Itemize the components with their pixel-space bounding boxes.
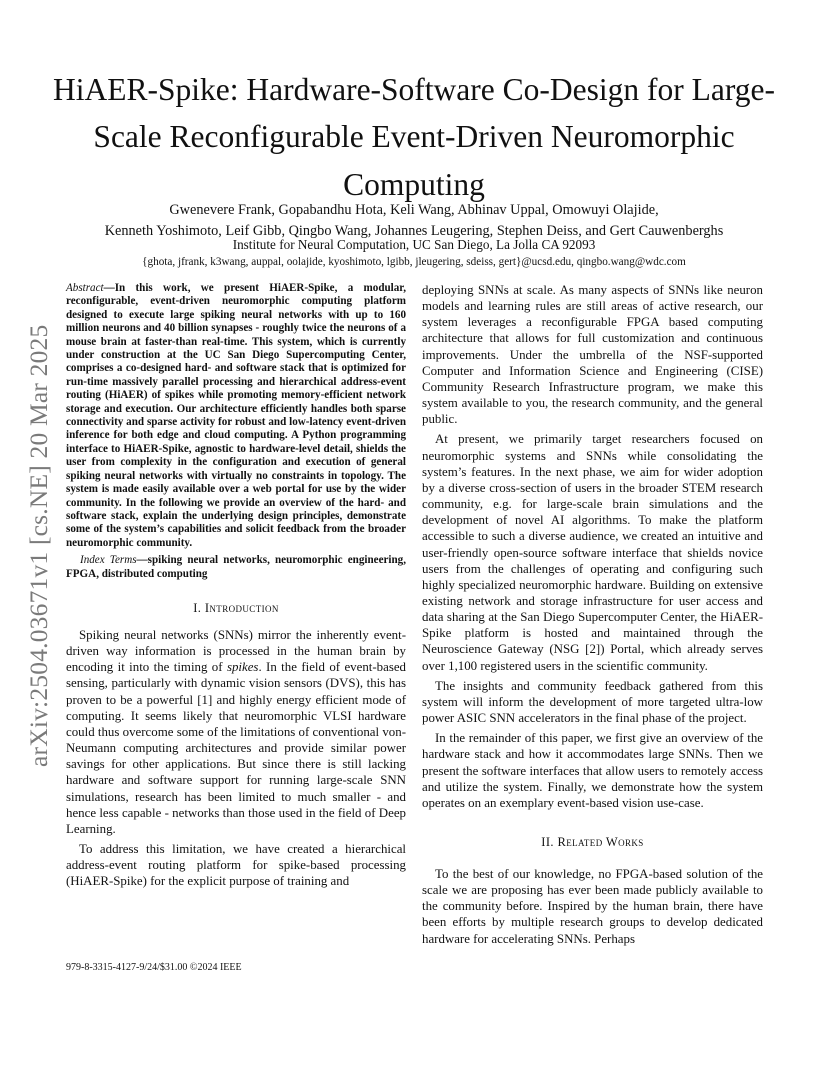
- intro-paragraph-5: In the remainder of this paper, we first give an overview of the hardware stack and how it accommodates large SNNs. Then we present the software interfaces that allow users to remotely access and utilize the system. Finally, we demonstrate how the system operates on an exemplary event-based vision use-case.: [422, 731, 763, 810]
- index-terms-lead: Index Terms: [80, 554, 137, 567]
- intro-paragraph-4: The insights and community feedback gathered from this system will inform the development of more targeted ultra-low power ASIC SNN accelerators in the final phase of the project.: [422, 678, 763, 726]
- section-heading-related-works: II. Related Works: [541, 835, 644, 849]
- author-line-1: Gwenevere Frank, Gopabandhu Hota, Keli Wang, Abhinav Uppal, Omowuyi Olajide,: [169, 202, 659, 218]
- author-emails: {ghota, jfrank, k3wang, auppal, oolajide, kyoshimoto, lgibb, jleugering, sdeiss, gert}@ucsd.edu, qingbo.wang@wdc.com: [142, 256, 686, 268]
- abstract-text: —In this work, we present HiAER-Spike, a modular, reconfigurable, event-driven neuromorphic computing platform designed to execute large spiking neural networks with up to 160 million neurons and 40 billion synapses - roughly twice the neurons of a mouse brain at faster-than real-time. This system, which is currently under construction at the UC San Diego Supercomputing Center, comprises a co-designed hard- and software stack that is optimized for run-time massively parallel processing and hierarchical address-event routing (HiAER) of spikes while promoting memory-efficient network storage and execution. Our architecture efficiently handles both sparse connectivity and sparse activity for robust and low-latency event-driven inference for both edge and cloud computing. A Python programming interface to HiAER-Spike, agnostic to hardware-level detail, shields the user from complexity in the configuration and execution of general spiking neural networks with virtually no constraints in topology. The system is made easily available over a web portal for use by the wider community. In the following we provide an overview of the hard- and software stack, explain the underlying design principles, demonstrate some of the system’s capabilities and solicit feedback from the broader neuromorphic community.: [66, 282, 406, 549]
- arxiv-identifier: arXiv:2504.03671v1 [cs.NE] 20 Mar 2025: [24, 324, 53, 767]
- author-list: [30, 200, 798, 241]
- affiliation: Institute for Neural Computation, UC San Diego, La Jolla CA 92093: [232, 237, 596, 252]
- index-terms-text: —spiking neural networks, neuromorphic engineering, FPGA, distributed computing: [66, 554, 406, 580]
- right-column: [422, 282, 763, 951]
- intro-paragraph-1: Spiking neural networks (SNNs) mirror the inherently event-driven way information is processed in the human brain by encoding it into the timing of spikes. In the field of event-based sensing, particularly with dynamic vision sensors (DVS), this has proven to be a powerful [1] and highly energy efficient mode of computing. It seems likely that neuromorphic VLSI hardware could thus overcome some of the limitations of conventional von-Neumann computing architectures and provide similar power savings for other applications. But since there is still lacking hardware and software support for running large-scale SNN simulations, research has been limited to much smaller - and hence less capable - networks than those used in the field of Deep Learning.: [66, 627, 407, 836]
- related-paragraph-1: To the best of our knowledge, no FPGA-based solution of the scale we are proposing has ever been made publicly available to the community before. Inspired by the human brain, there have been efforts by multiple research groups to develop dedicated hardware for accelerating SNNs. Perhaps: [422, 867, 763, 946]
- copyright-footer: 979-8-3315-4127-9/24/$31.00 ©2024 IEEE: [66, 962, 242, 973]
- paper-title: HiAER-Spike: Hardware-Software Co-Design for Large-Scale Reconfigurable Event-Driven Neuromorphic Computing: [53, 72, 775, 202]
- intro-paragraph-2: To address this limitation, we have created a hierarchical address-event routing platform for spike-based processing (HiAER-Spike) for the explicit purpose of training and: [66, 841, 406, 889]
- section-heading-introduction: I. Introduction: [193, 600, 279, 615]
- intro-paragraph-3: At present, we primarily target researchers focused on neuromorphic systems and SNNs while consolidating the system’s features. In the next phase, we aim for wider adoption by a diverse cross-section of users in the broader STEM research community, e.g. for large-scale brain simulations and the development of novel AI algorithms. To make the platform accessible to such a diverse audience, we created an intuitive and user-friendly open-source software interface that shields novice users from the challenges of operating and configuring such highly specialized neuromorphic hardware. Building on extensive existing network and storage infrastructure for user access and data sharing at the San Diego Supercomputer Center, the HiAER-Spike platform is hosted and maintained through the Neuroscience Gateway (NSG [2]) Portal, which already serves over 1,100 registered users in the scientific community.: [422, 432, 763, 673]
- emphasis-spikes: spikes: [226, 660, 259, 675]
- intro-paragraph-2-cont: deploying SNNs at scale. As many aspects of SNNs like neuron models and learning rules are still areas of active research, our system leverages a reconfigurable FPGA based computing architecture that allows for full customization and continuous improvements. Under the umbrella of the NSF-supported Computer and Information Science and Engineering (CISE) Community Research Infrastructure program, we make this system available to you, the research community, and the general public.: [422, 283, 763, 427]
- left-column: [66, 282, 406, 893]
- abstract: [66, 282, 406, 550]
- abstract-lead: Abstract: [66, 282, 104, 294]
- author-line-2: Kenneth Yoshimoto, Leif Gibb, Qingbo Wang, Johannes Leugering, Stephen Deiss, and Gert Cauwenberghs: [104, 222, 724, 239]
- index-terms: [66, 554, 406, 581]
